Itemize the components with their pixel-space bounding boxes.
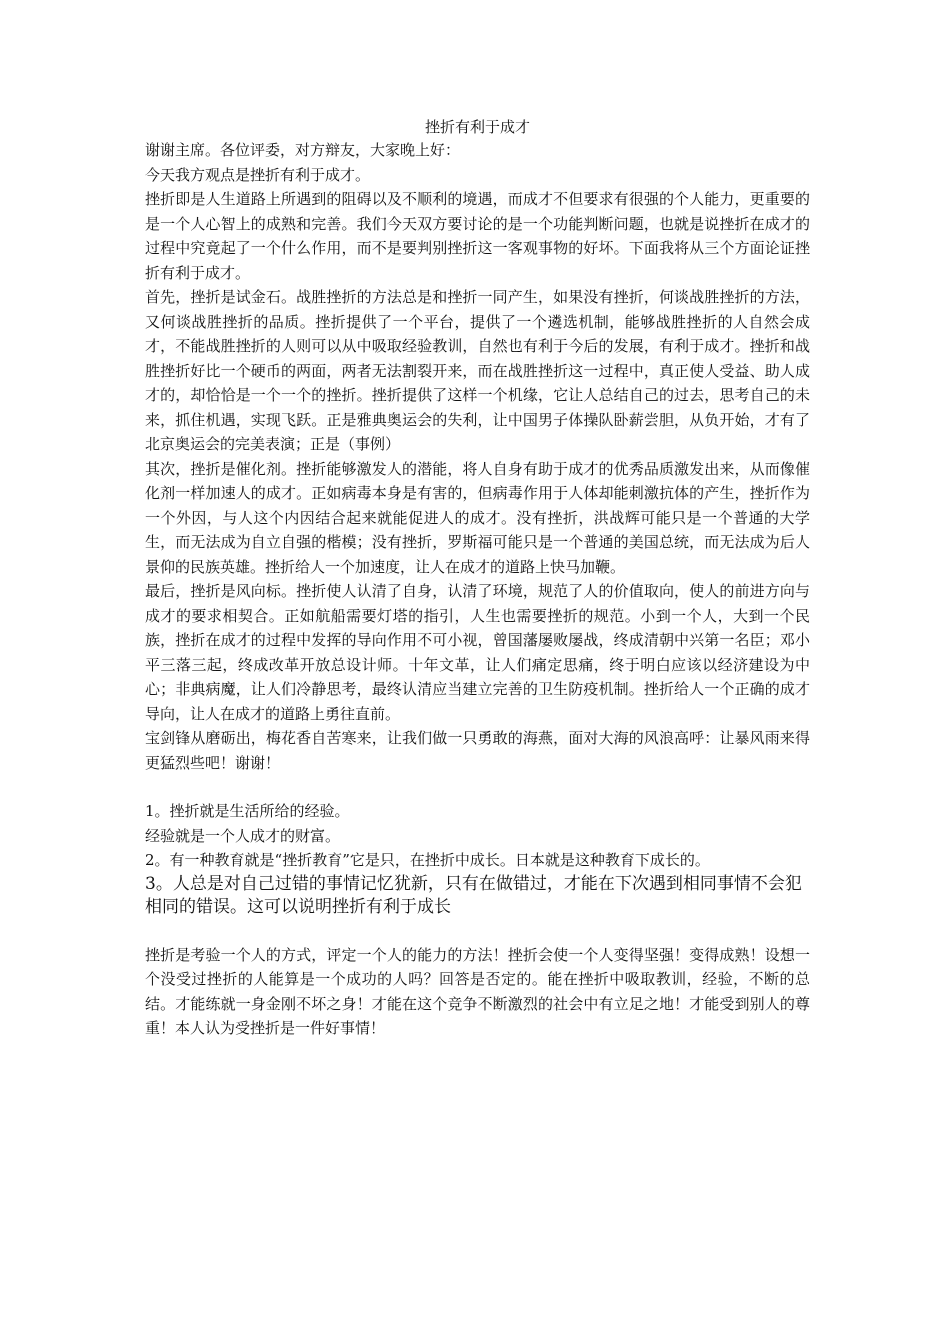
first-argument-paragraph: 首先，挫折是试金石。战胜挫折的方法总是和挫折一同产生，如果没有挫折，何谈战胜挫折的方法，又何谈战胜挫折的品质。挫折提供了一个平台，提供了一个遴选机制，能够战胜挫折的人自然会成才，不能战胜挫折的人则可以从中吸取经验教训，自然也有利于今后的发展，有利于成才。挫折和战胜挫折好比一个硬币的两面，两者无法割裂开来，而在战胜挫折这一过程中，真正使人受益、助人成才的，却恰恰是一个一个的挫折。挫折提供了这样一个机缘，它让人总结自己的过去，思考自己的未来，抓住机遇，实现飞跃。正是雅典奥运会的失利，让中国男子体操队卧薪尝胆，从负开始，才有了北京奥运会的完美表演；正是（事例）: [145, 288, 810, 453]
thesis-paragraph: 今天我方观点是挫折有利于成才。: [145, 165, 371, 184]
section-spacer: [145, 919, 810, 943]
section-spacer: [145, 775, 810, 799]
greeting-paragraph: 谢谢主席。各位评委，对方辩友，大家晚上好：: [145, 141, 461, 159]
point-1: 1。挫折就是生活所给的经验。: [145, 802, 350, 820]
closing-paragraph: 挫折是考验一个人的方式，评定一个人的能力的方法！挫折会使一个人变得坚强！变得成熟！设想一个没受过挫折的人能算是一个成功的人吗？回答是否定的。能在挫折中吸取教训，经验，不断的总结。才能练就一身金刚不坏之身！才能在这个竞争不断激烈的社会中有立足之地！才能受到别人的尊重！本人认为受挫折是一件好事情！: [145, 945, 810, 1037]
point-2: 2。有一种教育就是“挫折教育”它是只，在挫折中成长。日本就是这种教育下成长的。: [145, 851, 710, 869]
definition-paragraph: 挫折即是人生道路上所遇到的阻碍以及不顺利的境遇，而成才不但要求有很强的个人能力，更重要的是一个人心智上的成熟和完善。我们今天双方要讨论的是一个功能判断问题，也就是说挫折在成才的过程中究竟起了一个什么作用，而不是要判别挫折这一客观事物的好坏。下面我将从三个方面论证挫折有利于成才。: [145, 190, 810, 282]
document-page: [145, 116, 810, 1041]
conclusion-paragraph: 宝剑锋从磨砺出，梅花香自苦寒来，让我们做一只勇敢的海燕，面对大海的风浪高呼：让暴风雨来得更猛烈些吧！谢谢！: [145, 729, 810, 772]
document-title: 挫折有利于成才: [424, 118, 530, 136]
point-3: 3。人总是对自己过错的事情记忆犹新，只有在做错过，才能在下次遇到相同事情不会犯相同的错误。这可以说明挫折有利于成长: [145, 873, 802, 917]
third-argument-paragraph: 最后，挫折是风向标。挫折使人认清了自身，认清了环境，规范了人的价值取向，使人的前进方向与成才的要求相契合。正如航船需要灯塔的指引，人生也需要挫折的规范。小到一个人，大到一个民族，挫折在成才的过程中发挥的导向作用不可小视，曾国藩屡败屡战，终成清朝中兴第一名臣；邓小平三落三起，终成改革开放总设计师。十年文革，让人们痛定思痛，终于明白应该以经济建设为中心；非典病魔，让人们冷静思考，最终认清应当建立完善的卫生防疫机制。挫折给人一个正确的成才导向，让人在成才的道路上勇往直前。: [145, 582, 810, 723]
second-argument-paragraph: 其次，挫折是催化剂。挫折能够激发人的潜能，将人自身有助于成才的优秀品质激发出来，从而像催化剂一样加速人的成才。正如病毒本身是有害的，但病毒作用于人体却能刺激抗体的产生，挫折作为一个外因，与人这个内因结合起来就能促进人的成才。没有挫折，洪战辉可能只是一个普通的大学生，而无法成为自立自强的楷模；没有挫折，罗斯福可能只是一个普通的美国总统，而无法成为后人景仰的民族英雄。挫折给人一个加速度，让人在成才的道路上快马加鞭。: [145, 459, 810, 576]
point-1-continued: 经验就是一个人成才的财富。: [145, 826, 341, 845]
